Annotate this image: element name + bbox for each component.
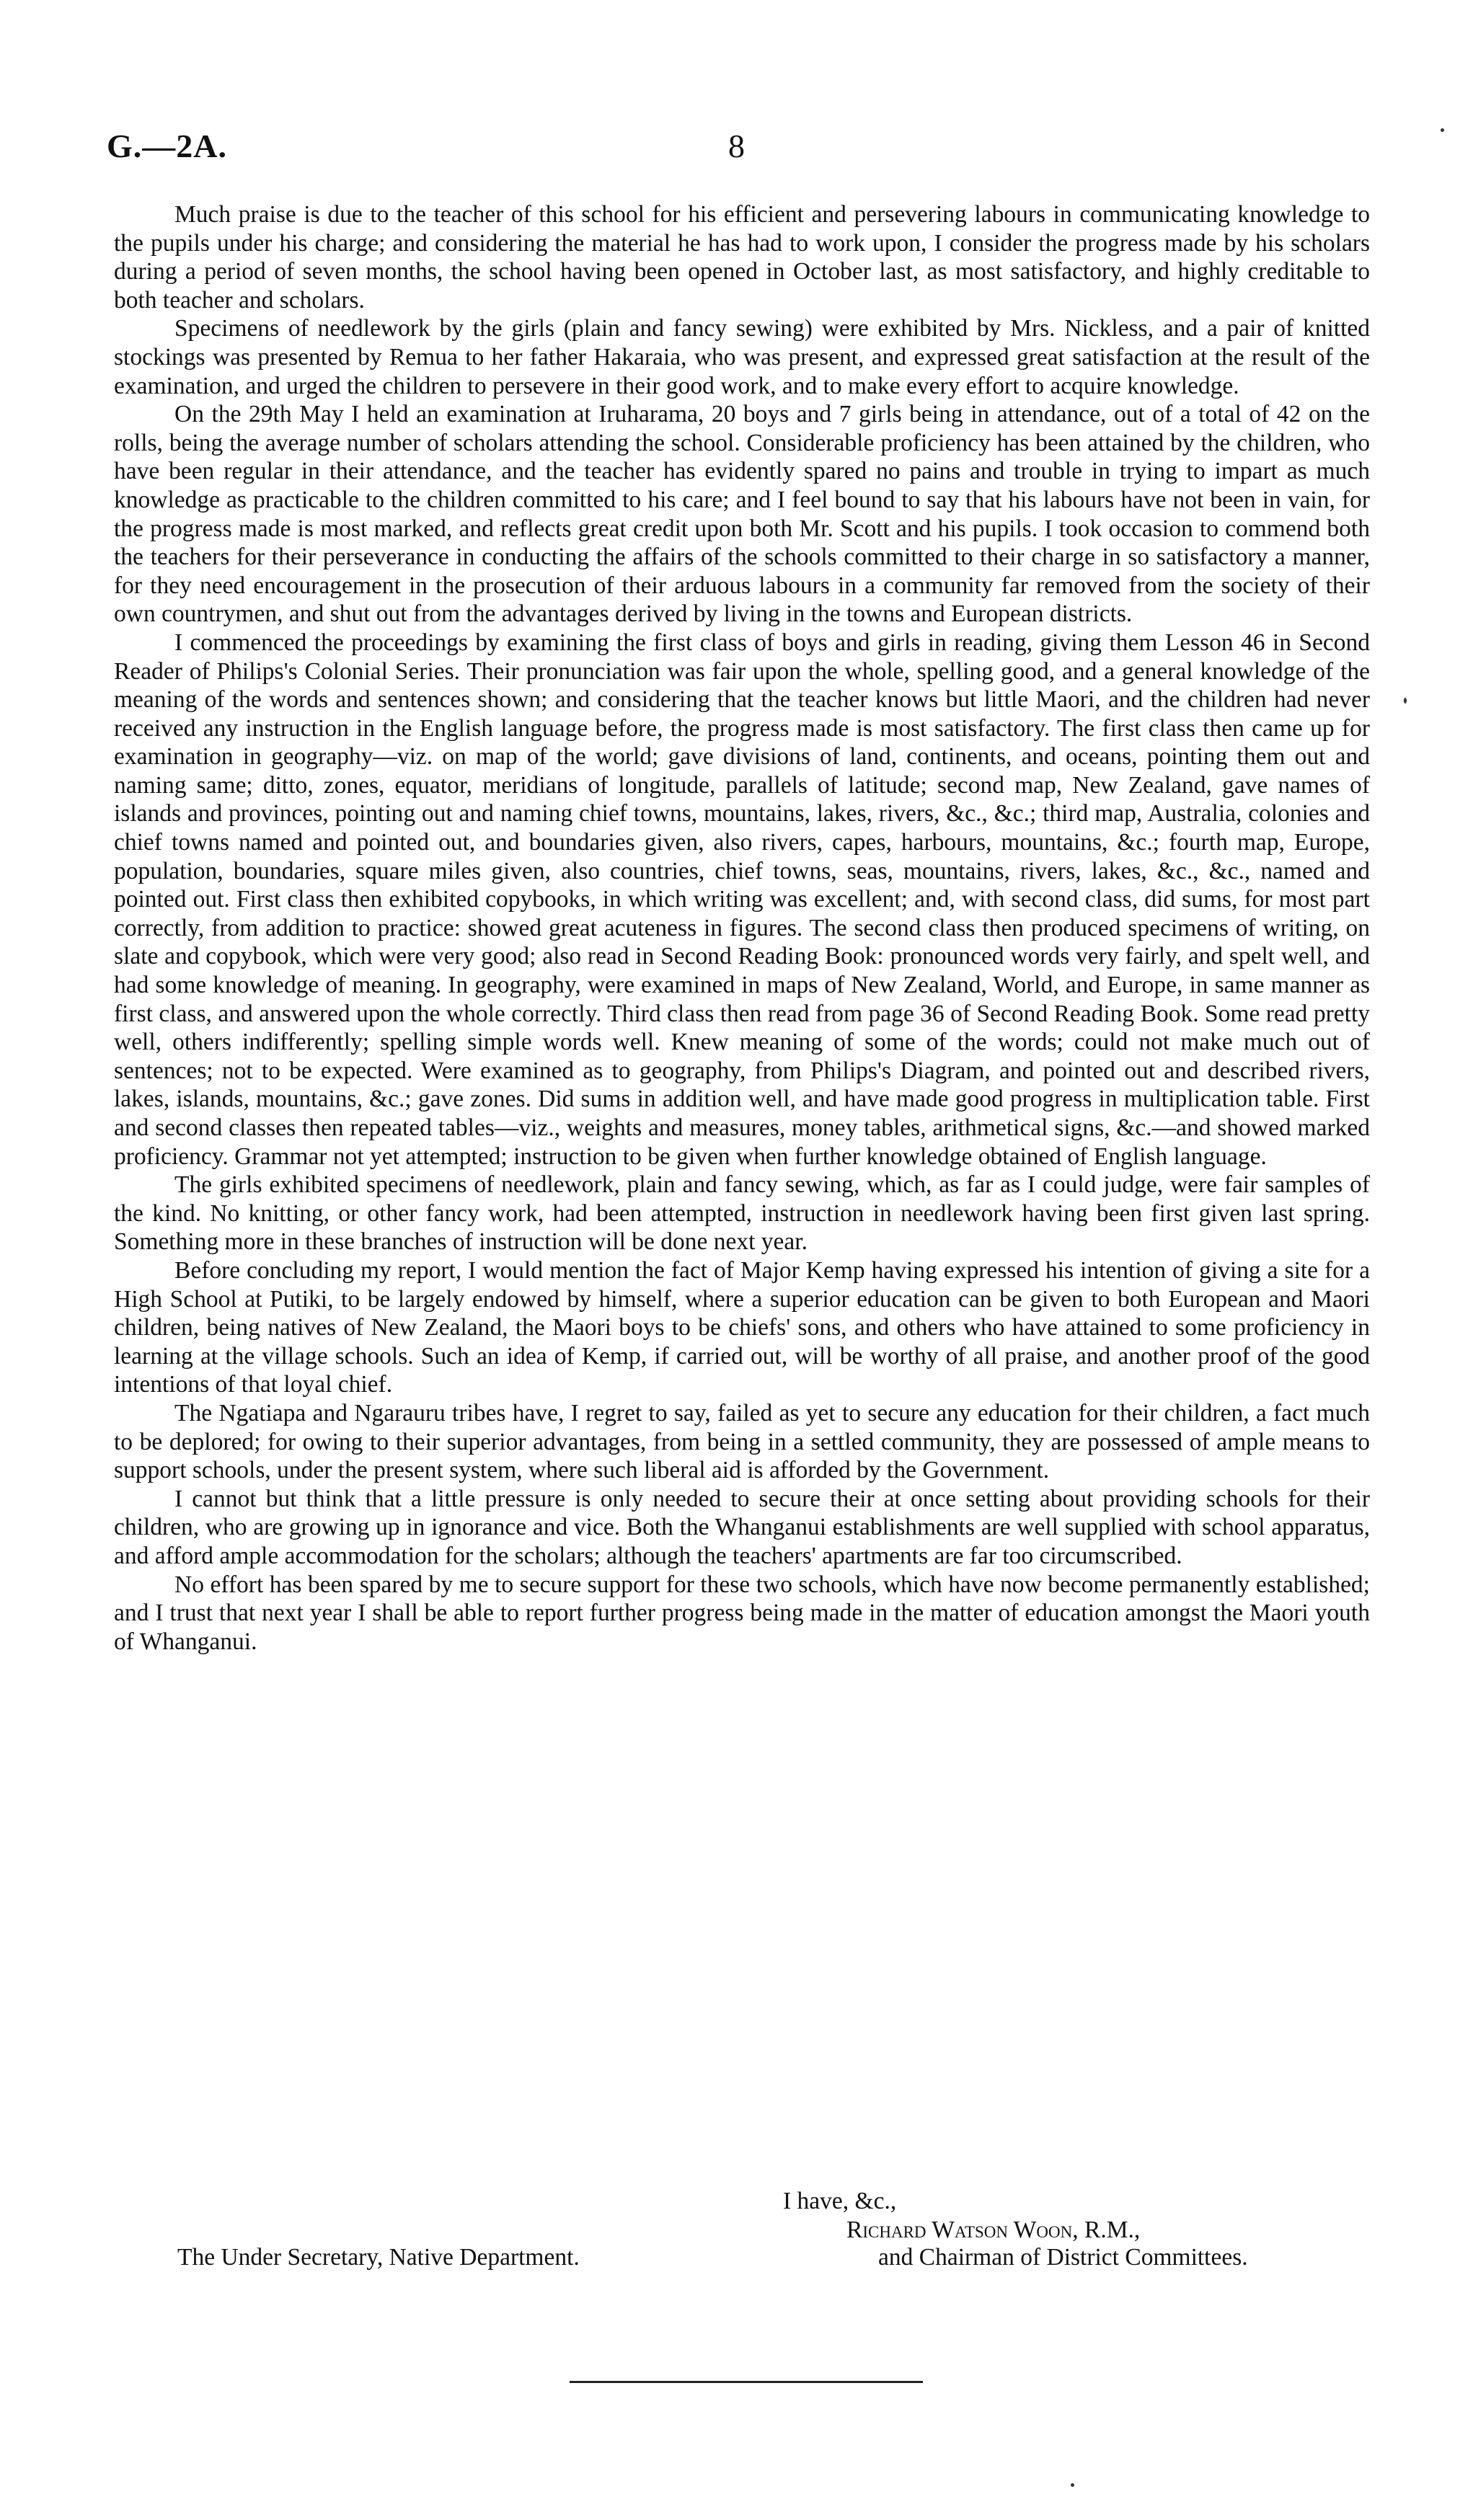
paragraph-high-school: Before concluding my report, I would mention the fact of Major Kemp having expressed his intention of giving a site for a High School at Putiki, to be largely endowed by himself, where a superior education can be given to both European and Maori children, being natives of New Zealand, the Maori boys to be chiefs' sons, and others who have attained to some proficiency in learning at the village schools. Such an idea of Kemp, if carried out, will be worthy of all praise, and another proof of the good intentions of that loyal chief. bbox=[114, 1256, 1370, 1398]
paragraph-ngatiapa-ngarauru: The Ngatiapa and Ngarauru tribes have, I regret to say, failed as yet to secure any education for their children, a fact much to be deplored; for owing to their superior advantages, from being in a settled community, they are possessed of ample means to support schools, under the present system, where such liberal aid is afforded by the Government. bbox=[114, 1399, 1370, 1484]
report-body bbox=[114, 200, 1370, 1656]
signer-name: Richard Watson Woon, R.M., bbox=[846, 2217, 1141, 2243]
print-speck bbox=[1071, 2483, 1074, 2487]
page-header bbox=[107, 127, 1379, 177]
page-number: 8 bbox=[728, 128, 745, 164]
paragraph-needlework-putiki: Specimens of needlework by the girls (plain and fancy sewing) were exhibited by Mrs. Nickless, and a pair of knitted stockings was presented by Remua to her father Hakaraia, who was present, and expressed great satisfaction at the result of the examination, and urged the children to persevere in their good work, and to make every effort to acquire knowledge. bbox=[114, 315, 1370, 399]
paragraph-pressure-needed: I cannot but think that a little pressure is only needed to secure their at once setting about providing schools for their children, who are growing up in ignorance and vice. Both the Whanganui establishments are well supplied with school apparatus, and afford ample accommodation for the scholars; although the teachers' apartments are far too circumscribed. bbox=[114, 1485, 1370, 1569]
letter-closing bbox=[114, 2187, 1370, 2317]
paragraph-praise-teacher: Much praise is due to the teacher of this school for his efficient and persevering labours in communicating knowledge to the pupils under his charge; and considering the material he has had to work upon, I consider the progress made by his scholars during a period of seven months, the school having been opened in October last, as most satisfactory, and highly creditable to both teacher and scholars. bbox=[114, 201, 1370, 314]
paragraph-conclusion: No effort has been spared by me to secure support for these two schools, which have now become permanently established; and I trust that next year I shall be able to report further progress being made in the matter of education amongst the Maori youth of Whanganui. bbox=[114, 1571, 1370, 1655]
section-divider bbox=[570, 2381, 923, 2383]
document-reference: G.—2A. bbox=[107, 128, 227, 164]
paragraph-iruharama-exam: On the 29th May I held an examination at Iruharama, 20 boys and 7 girls being in attendance, out of a total of 42 on the rolls, being the average number of scholars attending the school. Considerable proficiency has been attained by the children, who have been regular in their attendance, and the teacher has evidently spared no pains and trouble in trying to impart as much knowledge as practicable to the children committed to his care; and I feel bound to say that his labours have not been in vain, for the progress made is most marked, and reflects great credit upon both Mr. Scott and his pupils. I took occasion to commend both the teachers for their perseverance in conducting the affairs of the schools committed to their charge in so satisfactory a manner, for they need encouragement in the prosecution of their arduous labours in a community far removed from the society of their own countrymen, and shut out from the advantages derived by living in the towns and European districts. bbox=[114, 401, 1370, 628]
closing-salutation: I have, &c., bbox=[783, 2188, 897, 2214]
paragraph-girls-needlework: The girls exhibited specimens of needlework, plain and fancy sewing, which, as far as I could judge, were fair samples of the kind. No knitting, or other fancy work, had been attempted, instruction in needlework having been first given last spring. Something more in these branches of instruction will be done next year. bbox=[114, 1171, 1370, 1256]
print-speck bbox=[1441, 128, 1444, 132]
print-speck bbox=[1404, 698, 1407, 704]
recipient-line: The Under Secretary, Native Department. bbox=[177, 2244, 580, 2271]
signer-title: and Chairman of District Committees. bbox=[878, 2244, 1248, 2271]
paragraph-exam-proceedings: I commenced the proceedings by examining the first class of boys and girls in reading, giving them Lesson 46 in Second Reader of Philips's Colonial Series. Their pronunciation was fair upon the whole, spelling good, and a general knowledge of the meaning of the words and sentences shown; and considering that the teacher knows but little Maori, and the children had never received any instruction in the English language before, the progress made is most satisfactory. The first class then came up for examination in geography—viz. on map of the world; gave divisions of land, continents, and oceans, pointing them out and naming same; ditto, zones, equator, meridians of longitude, parallels of latitude; second map, New Zealand, gave names of islands and provinces, pointing out and naming chief towns, mountains, lakes, rivers, &c., &c.; third map, Australia, colonies and chief towns named and pointed out, and boundaries given, also rivers, capes, harbours, mountains, &c.; fourth map, Europe, population, boundaries, square miles given, also countries, chief towns, seas, mountains, rivers, lakes, &c., &c., named and pointed out. First class then exhibited copybooks, in which writing was excellent; and, with second class, did sums, for most part correctly, from addition to practice: showed great acuteness in figures. The second class then produced specimens of writing, on slate and copybook, which were very good; also read in Second Reading Book: pronounced words very fairly, and spelt well, and had some knowledge of meaning. In geography, were examined in maps of New Zealand, World, and Europe, in same manner as first class, and answered upon the whole correctly. Third class then read from page 36 of Second Reading Book. Some read pretty well, others indifferently; spelling simple words well. Knew meaning of some of the words; could not make much out of sentences; not to be expected. Were examined as to geography, from Philips's Diagram, and pointed out and described rivers, lakes, islands, mountains, &c.; gave zones. Did sums in addition well, and have made good progress in multiplication table. First and second classes then repeated tables—viz., weights and measures, money tables, arithmetical signs, &c.—and showed marked proficiency. Grammar not yet attempted; instruction to be given when further knowledge obtained of English language. bbox=[114, 629, 1370, 1170]
